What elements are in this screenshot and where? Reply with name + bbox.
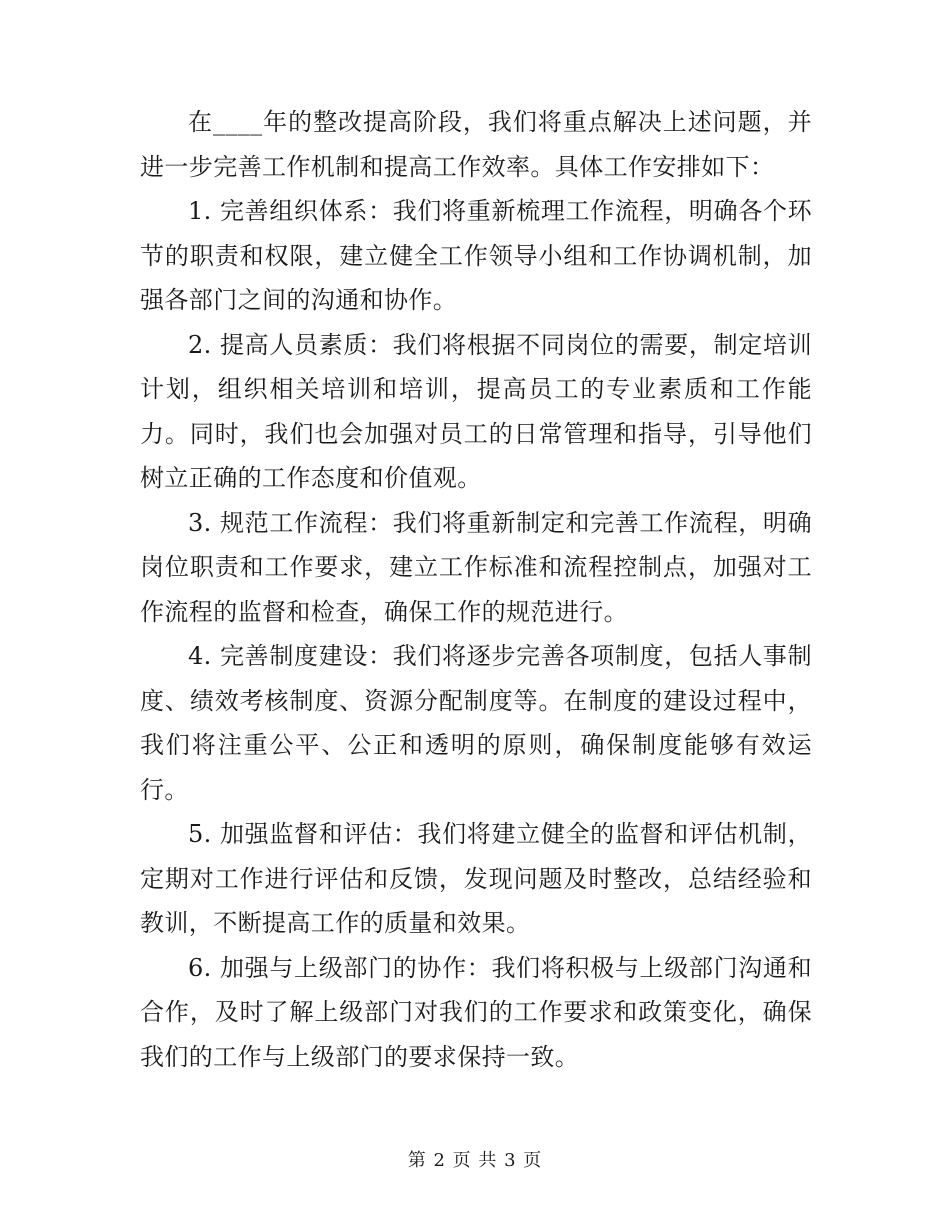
list-item-1-paragraph: 1. 完善组织体系：我们将重新梳理工作流程，明确各个环节的职责和权限，建立健全工作领导小组和工作协调机制，加强各部门之间的沟通和协作。 — [140, 197, 812, 314]
list-item-2-paragraph: 2. 提高人员素质：我们将根据不同岗位的需要，制定培训计划，组织相关培训和培训，提高员工的专业素质和工作能力。同时，我们也会加强对员工的日常管理和指导，引导他们树立正确的工作态度和价值观。 — [140, 330, 812, 492]
document-body — [140, 100, 812, 1079]
page-number-footer: 第 2 页 共 3 页 — [407, 1150, 543, 1171]
intro-paragraph: 在____年的整改提高阶段，我们将重点解决上述问题，并进一步完善工作机制和提高工作效率。具体工作安排如下： — [140, 108, 812, 181]
list-item-4-paragraph: 4. 完善制度建设：我们将逐步完善各项制度，包括人事制度、绩效考核制度、资源分配制度等。在制度的建设过程中，我们将注重公平、公正和透明的原则，确保制度能够有效运行。 — [140, 642, 812, 804]
list-item-6-paragraph: 6. 加强与上级部门的协作：我们将积极与上级部门沟通和合作，及时了解上级部门对我们的工作要求和政策变化，确保我们的工作与上级部门的要求保持一致。 — [140, 953, 812, 1071]
list-item-5-paragraph: 5. 加强监督和评估：我们将建立健全的监督和评估机制，定期对工作进行评估和反馈，发现问题及时整改，总结经验和教训，不断提高工作的质量和效果。 — [140, 820, 812, 937]
list-item-3-paragraph: 3. 规范工作流程：我们将重新制定和完善工作流程，明确岗位职责和工作要求，建立工作标准和流程控制点，加强对工作流程的监督和检查，确保工作的规范进行。 — [140, 508, 812, 626]
